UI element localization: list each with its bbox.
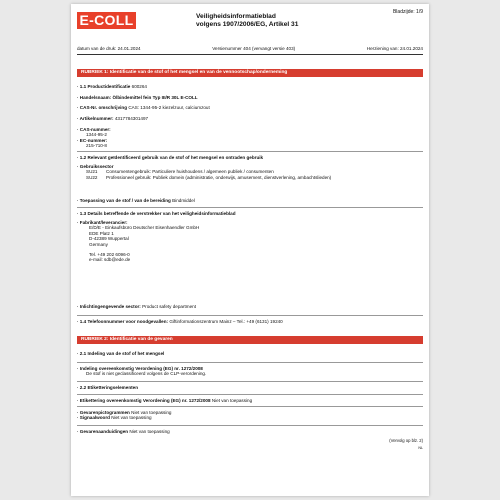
ec-number-value: 215-710-8: [86, 143, 107, 149]
section-1-1-title: · 1.1 Productidentificatie: [77, 84, 131, 89]
section-2-1: [77, 351, 423, 356]
supplier-line: EDE Platz 1: [89, 230, 114, 236]
cas-description-value: CAS: 1344-95-2 kiezelzuur, calciumzout: [128, 105, 210, 110]
signal-word-label: · Signaalwoord: [77, 415, 110, 421]
document-title: [196, 13, 298, 29]
hazard-statements-value: Niet van toepassing: [129, 429, 170, 434]
clp-text: De stof is niet geclassificeerd volgens de CLP-verordening.: [86, 371, 207, 377]
sector-text: Professioneel gebruik: Publiek domein (administratie, onderwijs, amusement, dienstverlening, ambachtslieden): [106, 174, 332, 180]
document-page: [71, 4, 429, 496]
signal-word-value: Niet van toepassing: [111, 415, 152, 421]
info-department-label: · Inlichtingengevende sector:: [77, 304, 141, 309]
labelling-label: · Etikettering overeenkomstig Verordening (EG) nr. 1272/2008: [77, 398, 211, 403]
continued-note: (Vervolg op blz. 2): [389, 438, 423, 443]
cas-description-label: · CAS-Nr. omschrijving: [77, 105, 128, 110]
supplier: [77, 220, 423, 263]
supplier-line: Germany: [89, 241, 108, 247]
labelling-value: Niet van toepassing: [211, 398, 253, 403]
supplier-email: e-mail: sdb@ede.de: [89, 257, 131, 263]
sector-code: SU22: [86, 174, 98, 180]
section-1-2-title: · 1.2 Relevant geïdentificeerd gebruik van de stof of het mengsel en ontraden gebruik: [77, 155, 264, 160]
hazard-statements: [77, 425, 423, 434]
brand-logo: E-COLL: [77, 12, 136, 29]
supplier-label: · Fabrikant/leverancier:: [77, 220, 128, 225]
trade-name-label: · Handelsnaam:: [77, 95, 112, 100]
article-number-value: 4317784301497: [114, 116, 149, 121]
section-1-4-title: · 1.4 Telefoonnummer voor noodgevallen:: [77, 319, 169, 324]
article-number-label: · Artikelnummer:: [77, 116, 114, 121]
section-header-rubriek-1: RUBRIEK 1: Identificatie van de stof of het mengsel en van de vennootschap/onderneming: [77, 69, 423, 77]
sector-code: SU21: [86, 169, 98, 175]
pictograms-label: · Gevarenpictogrammen: [77, 410, 130, 415]
pictograms-value: Niet van toepassing: [131, 410, 172, 415]
cas-number-value: 1344-95-2: [86, 132, 107, 138]
sector-text: Consumentengebruik: Particuliere huishoudens / algemeen publiek / consumenten: [106, 169, 274, 175]
section-1-1: [77, 84, 423, 89]
cas-description: [77, 105, 423, 110]
language-code: NL: [418, 446, 423, 450]
pictograms: [77, 406, 423, 421]
page-number: Bladzijde: 1/9: [392, 9, 423, 15]
emergency-phone: Giftinformationszentrum Mainz – Tel.: +49 (6131) 19240: [169, 319, 283, 324]
application-label: · Toepassing van de stof / van de bereiding: [77, 198, 171, 203]
sector-label: · Gebruikssector: [77, 164, 114, 169]
product-id: 600264: [131, 84, 147, 89]
section-2-1-title: · 2.1 Indeling van de stof of het mengsel: [77, 351, 165, 356]
article-number: [77, 116, 423, 121]
revision-date: Herziening van: 24.01.2024: [366, 46, 423, 51]
section-1-3-title: · 1.3 Details betreffende de verstrekker van het veiligheidsinformatieblad: [77, 211, 236, 216]
hazard-statements-label: · Gevarenaanduidingen: [77, 429, 129, 434]
version-number: Versienummer 404 (vervangt versie 403): [212, 46, 296, 51]
print-date: datum van de druk: 24.01.2024: [77, 46, 141, 51]
title-line-2: volgens 1907/2006/EG, Artikel 31: [196, 21, 299, 28]
clp-label: · Indeling overeenkomstig Verordening (EG) nr. 1272/2008: [77, 366, 203, 371]
title-line-1: Veiligheidsinformatieblad: [196, 13, 276, 20]
labelling: [77, 394, 423, 403]
identifiers: [77, 127, 423, 149]
supplier-line: D-42389 Wuppertal: [89, 236, 129, 242]
section-2-2-title: · 2.2 Etiketteringselementen: [77, 385, 139, 390]
section-2-2: [77, 381, 423, 390]
trade-name-value: Ölbindemittel fein Typ III/R 30L E-COLL: [112, 95, 198, 100]
document-meta: [77, 46, 423, 55]
sector-row: [77, 175, 423, 180]
section-1-4: [77, 315, 423, 324]
application-value: Bindmiddel: [172, 198, 195, 203]
section-header-rubriek-2: RUBRIEK 2: Identificatie van de gevaren: [77, 336, 423, 344]
supplier-line: E/D/E - Einkaufsbüro Deutscher Eisenhaendler GmbH: [89, 225, 200, 231]
supplier-phone: Tel. +49 202 6096-0: [89, 252, 130, 258]
info-department-value: Product safety department: [142, 304, 196, 309]
section-1-2: [77, 151, 423, 160]
cas-number-label: · CAS-nummer:: [77, 127, 111, 132]
info-department: [77, 304, 423, 309]
clp-classification: [77, 362, 423, 377]
use-sectors: [77, 164, 423, 180]
application: [77, 198, 423, 203]
trade-name: [77, 95, 423, 100]
ec-number-label: · EC-nummer:: [77, 137, 108, 143]
section-1-3: [77, 207, 423, 216]
